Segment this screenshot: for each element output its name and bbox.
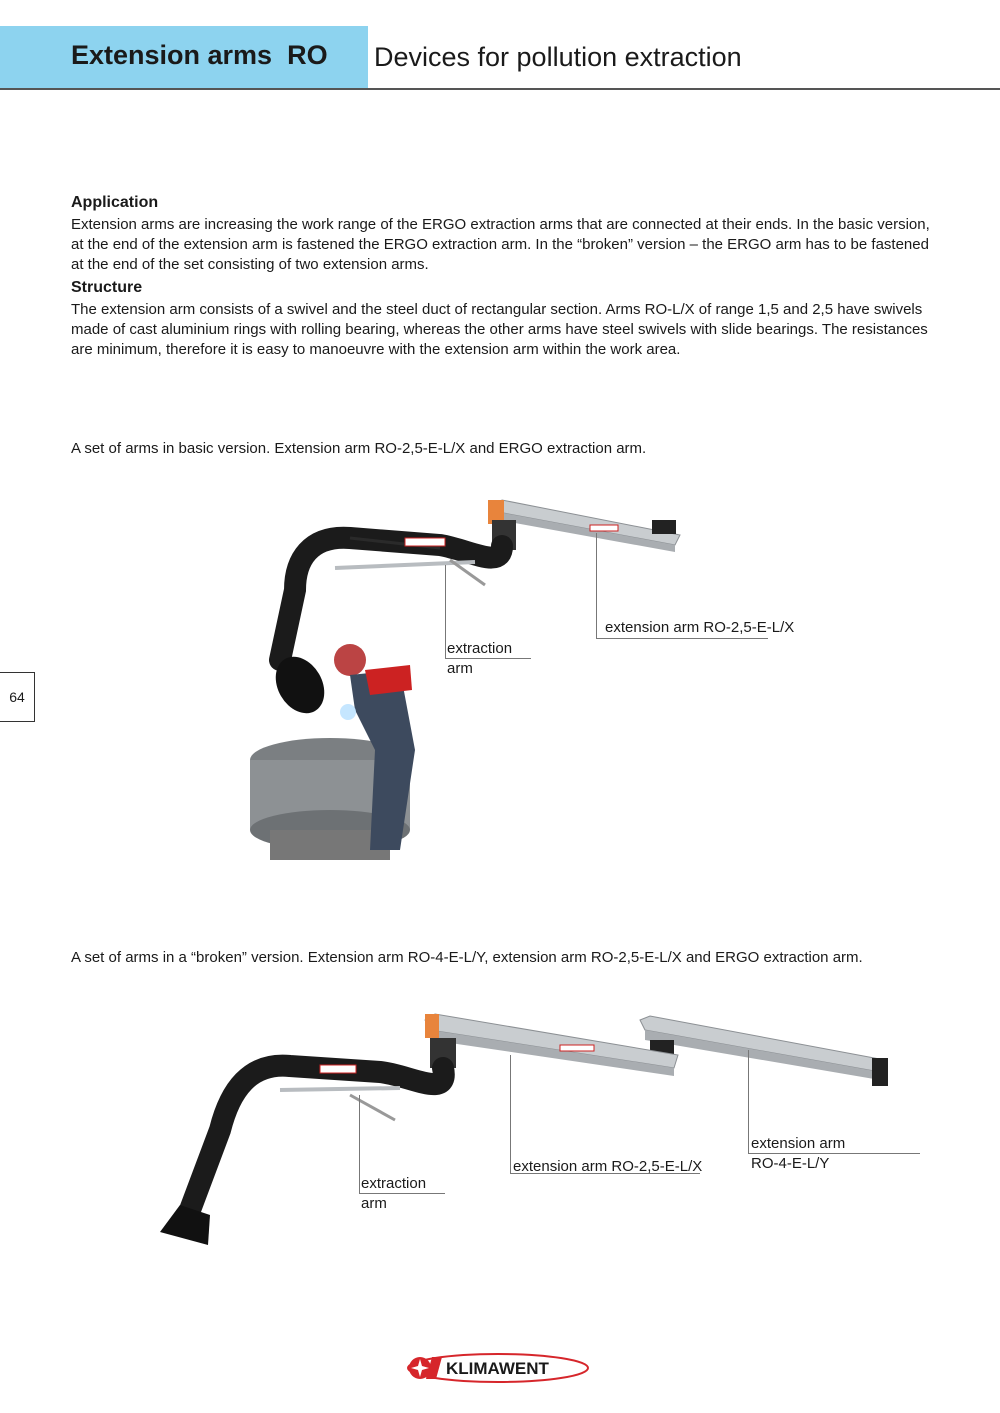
header-divider: [0, 88, 1000, 90]
figure1-illustration: [240, 490, 710, 890]
figure1-extension-underline: [596, 638, 768, 639]
structure-heading: Structure: [71, 279, 143, 296]
figure1-extraction-leader: [445, 565, 446, 658]
figure2-extraction-label-line1: extraction: [361, 1175, 427, 1192]
application-text: Extension arms are increasing the work range of the ERGO extraction arms that are connected at their ends. In the basic version, at the end of the extension arm is fastened the ERGO extraction arm. In the “broken” version – the ERGO arm has to be fastened at the end of the set consisting of two extension arms.: [71, 216, 930, 273]
figure2-extension4-label-line2: RO-4-E-L/Y: [751, 1155, 830, 1172]
figure1-extension-leader: [596, 533, 597, 638]
figure2-extension4-label-line1: extension arm: [751, 1135, 846, 1152]
figure2-extraction-label: [361, 1174, 426, 1214]
figure2-caption: A set of arms in a “broken” version. Extension arm RO-4-E-L/Y, extension arm RO-2,5-E-L/X and ERGO extraction arm.: [71, 949, 863, 966]
structure-text: The extension arm consists of a swivel and the steel duct of rectangular section. Arms RO-L/X of range 1,5 and 2,5 have swivels made of cast aluminium rings with rolling bearing, whereas the other arms have steel swivels with slide bearings. The resistances are minimum, therefore it is easy to manoeuvre with the extension arm within the work area.: [71, 301, 928, 358]
application-heading: Application: [71, 194, 159, 211]
page-title: Extension arms RO: [71, 40, 328, 70]
figure2-illustration: [150, 1010, 900, 1250]
figure2-extraction-leader: [359, 1095, 360, 1193]
figure1-extension-label: extension arm RO-2,5-E-L/X: [605, 619, 795, 636]
figure2-extension4-leader: [748, 1050, 749, 1153]
figure1-extraction-label-line2: arm: [447, 660, 473, 677]
klimawent-logo: [406, 1352, 594, 1384]
figure1-caption: A set of arms in basic version. Extension arm RO-2,5-E-L/X and ERGO extraction arm.: [71, 440, 647, 457]
page-number: 64: [0, 672, 35, 722]
figure1-extraction-label-line1: extraction: [447, 640, 513, 657]
figure2-extension25-label: extension arm RO-2,5-E-L/X: [513, 1158, 703, 1175]
figure1-extraction-label: [447, 639, 512, 679]
brand-name: KLIMAWENT: [446, 1359, 549, 1378]
figure2-extension4-label: [751, 1134, 845, 1174]
figure2-extension25-leader: [510, 1055, 511, 1173]
figure2-extraction-label-line2: arm: [361, 1195, 387, 1212]
page-subtitle: Devices for pollution extraction: [374, 42, 742, 72]
